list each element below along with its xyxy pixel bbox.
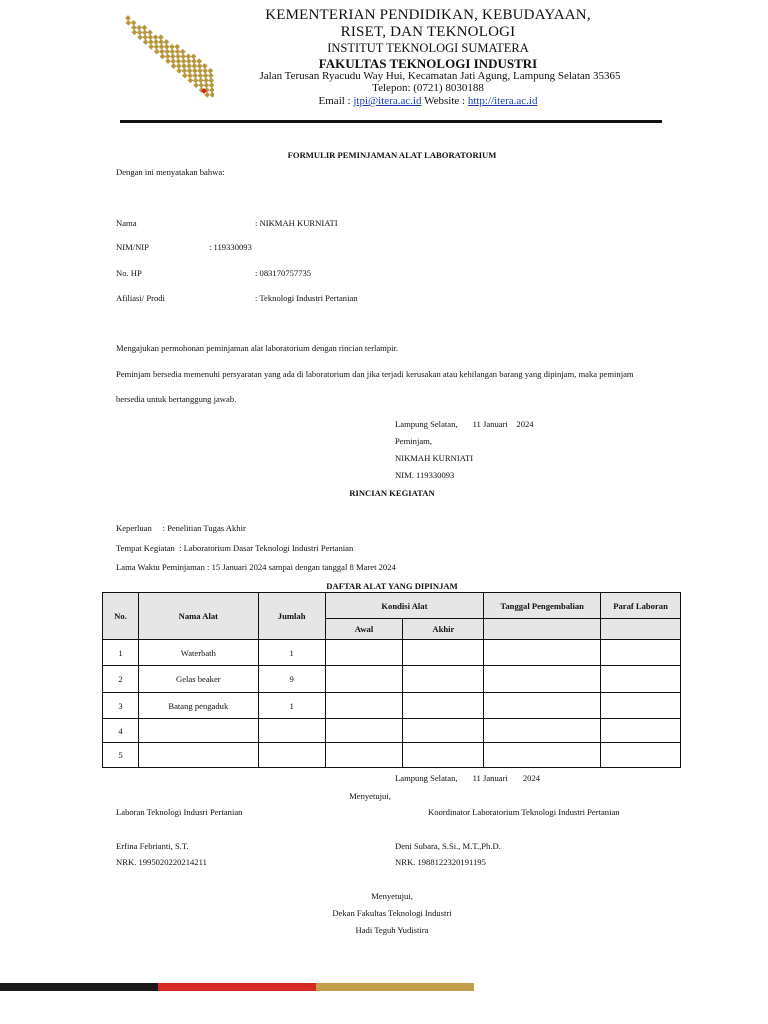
logo-dot: [153, 39, 159, 45]
cell-qty: 1: [258, 640, 325, 666]
logo-dot: [180, 49, 186, 55]
logo-dot: [159, 44, 165, 50]
logo-dot: [164, 49, 170, 55]
cell-name: Gelas beaker: [138, 666, 258, 693]
col-header-sign: Paraf Laboran: [601, 593, 681, 619]
cell-empty: [484, 719, 601, 743]
logo-dot: [174, 44, 180, 50]
logo-dot: [136, 25, 142, 31]
logo-dot: [142, 25, 148, 31]
col-header-qty: Jumlah: [258, 593, 325, 640]
request-paragraph: Mengajukan permohonan peminjaman alat laboratorium dengan rincian terlampir.: [116, 343, 399, 353]
footer-bar-gold: [316, 983, 474, 991]
activity-place: Tempat Kegiatan : Laboratorium Dasar Teknologi Industri Pertanian: [116, 543, 354, 553]
lab-assistant-id: NRK. 1995020220214211: [116, 857, 207, 867]
logo-dot: [125, 15, 131, 21]
cell-qty: 9: [258, 666, 325, 693]
logo-dot: [196, 58, 202, 64]
logo-dot: [209, 87, 214, 93]
logo-dot: [159, 49, 165, 55]
lab-assistant-role: Laboran Teknologi Indusri Pertanian: [116, 807, 243, 817]
field-label: NIM/NIP: [116, 242, 149, 252]
logo-dot: [164, 39, 170, 45]
logo-dot: [203, 73, 209, 79]
logo-dot: [170, 49, 176, 55]
cell-empty: [601, 693, 681, 719]
logo-dot: [175, 54, 181, 60]
col-header-return-date: Tanggal Pengembalian: [484, 593, 601, 619]
itera-logo: [122, 12, 214, 98]
field-value: : Teknologi Industri Pertanian: [255, 293, 358, 303]
table-row: [103, 743, 681, 768]
logo-dot: [147, 30, 153, 36]
footer-bar-black: [0, 983, 158, 991]
approval-label: Menyetujui,: [349, 791, 391, 801]
logo-dot: [193, 82, 199, 88]
table-row: [103, 666, 681, 693]
dean-role: Dekan Fakultas Teknologi Industri: [332, 908, 452, 918]
cell-qty: 1: [258, 693, 325, 719]
logo-dot: [204, 82, 210, 88]
logo-dot: [202, 63, 208, 69]
cell-name: [138, 743, 258, 768]
logo-dot: [208, 73, 214, 79]
cell-empty: [484, 693, 601, 719]
logo-dot: [170, 58, 176, 64]
responsibility-paragraph-line2: bersedia untuk bertanggung jawab.: [116, 394, 237, 404]
table-header-row: [103, 593, 681, 619]
cell-qty: [258, 719, 325, 743]
logo-dot: [210, 92, 214, 98]
cell-empty: [325, 666, 403, 693]
field-label: Nama: [116, 218, 137, 228]
logo-dot: [182, 73, 188, 79]
coordinator-name: Deni Subara, S.Si., M.T.,Ph.D.: [395, 841, 501, 851]
logo-dot: [198, 78, 204, 84]
logo-dot: [182, 68, 188, 74]
logo-dot: [180, 54, 186, 60]
logo-dot: [186, 54, 192, 60]
col-header-condition-end: Akhir: [403, 619, 484, 640]
logo-dot: [186, 58, 192, 64]
logo-dot: [165, 54, 171, 60]
cell-empty: [403, 743, 484, 768]
cell-empty: [484, 640, 601, 666]
header-ministry-line2: RISET, DAN TEKNOLOGI: [340, 24, 516, 40]
logo-dot: [181, 58, 187, 64]
form-title: FORMULIR PEMINJAMAN ALAT LABORATORIUM: [287, 150, 497, 160]
logo-dot: [197, 63, 203, 69]
logo-dot: [176, 63, 182, 69]
borrower-place-date: Lampung Selatan, 11 Januari 2024: [395, 419, 534, 429]
logo-dot: [204, 92, 210, 98]
activity-purpose: Keperluan : Penelitian Tugas Akhir: [116, 523, 246, 533]
header-contact: [319, 95, 538, 107]
cell-empty: [325, 719, 403, 743]
logo-dot: [148, 44, 154, 50]
cell-no: 3: [103, 693, 139, 719]
cell-empty: [325, 693, 403, 719]
approval-place-date: Lampung Selatan, 11 Januari 2024: [395, 773, 541, 783]
logo-dot: [164, 44, 170, 50]
col-header-blank: [601, 619, 681, 640]
logo-dot: [158, 34, 164, 40]
logo-dot: [203, 78, 209, 84]
logo-dot: [154, 49, 160, 55]
borrower-role: Peminjam,: [395, 436, 432, 446]
logo-dot: [148, 39, 154, 45]
logo-dot: [126, 20, 132, 26]
cell-no: 5: [103, 743, 139, 768]
logo-dot: [176, 68, 182, 74]
header-institute: INSTITUT TEKNOLOGI SUMATERA: [327, 41, 529, 55]
logo-dot: [208, 78, 214, 84]
table-row: [103, 640, 681, 666]
dean-name: Hadi Teguh Yudistira: [355, 925, 429, 935]
field-label: No. HP: [116, 268, 142, 278]
logo-dot: [142, 30, 148, 36]
col-header-blank: [484, 619, 601, 640]
dean-approval-label: Menyetujui,: [371, 891, 413, 901]
logo-dot: [143, 39, 149, 45]
cell-no: 2: [103, 666, 139, 693]
header-divider: [120, 120, 662, 123]
logo-dot: [132, 30, 138, 36]
cell-empty: [601, 640, 681, 666]
cell-empty: [484, 743, 601, 768]
logo-dot: [165, 58, 171, 64]
logo-dot: [186, 63, 192, 69]
logo-dot: [192, 63, 198, 69]
logo-dot: [153, 34, 159, 40]
field-label: Afiliasi/ Prodi: [116, 293, 165, 303]
col-header-condition: Kondisi Alat: [325, 593, 484, 619]
cell-no: 1: [103, 640, 139, 666]
cell-name: [138, 719, 258, 743]
logo-dot: [187, 68, 193, 74]
field-value: : 119330093: [209, 242, 252, 252]
header-address: Jalan Terusan Ryacudu Way Hui, Kecamatan Jati Agung, Lampung Selatan 35365: [259, 70, 621, 82]
logo-dot: [181, 63, 187, 69]
logo-dot: [171, 63, 177, 69]
cell-empty: [601, 743, 681, 768]
logo-dot: [137, 30, 143, 36]
col-header-no: No.: [103, 593, 139, 640]
logo-dot: [192, 73, 198, 79]
table-row: [103, 719, 681, 743]
activity-duration: Lama Waktu Peminjaman : 15 Januari 2024 sampai dengan tanggal 8 Maret 2024: [116, 562, 396, 572]
logo-dot: [209, 82, 214, 88]
borrower-nim: NIM. 119330093: [395, 470, 455, 480]
header-ministry-line1: KEMENTERIAN PENDIDIKAN, KEBUDAYAAN,: [265, 7, 591, 23]
cell-empty: [403, 693, 484, 719]
coordinator-id: NRK. 1988122320191195: [395, 857, 486, 867]
logo-dot: [208, 68, 214, 74]
cell-empty: [601, 719, 681, 743]
logo-dot: [131, 25, 137, 31]
responsibility-paragraph-line1: Peminjam bersedia memenuhi persyaratan yang ada di laboratorium dan jika terjadi kerusakan atau kehilangan barang yang dipinjam, maka peminjam: [116, 369, 634, 379]
logo-dot: [176, 58, 182, 64]
logo-dot: [148, 34, 154, 40]
logo-dot: [192, 68, 198, 74]
logo-dot: [193, 78, 199, 84]
logo-dot: [160, 54, 166, 60]
cell-empty: [403, 666, 484, 693]
col-header-condition-start: Awal: [325, 619, 403, 640]
website-label: Website :: [424, 95, 466, 107]
website-link[interactable]: http://itera.ac.id: [467, 95, 538, 107]
logo-dot: [131, 20, 137, 26]
header-phone: Telepon: (0721) 8030188: [372, 82, 484, 94]
activity-title: RINCIAN KEGIATAN: [349, 488, 435, 498]
logo-dot: [158, 39, 164, 45]
logo-dot: [170, 54, 176, 60]
coordinator-role: Koordinator Laboratorium Teknologi Industri Pertanian: [428, 807, 620, 817]
field-value: : 083170757735: [255, 268, 312, 278]
logo-dot: [202, 68, 208, 74]
borrower-name: NIKMAH KURNIATI: [395, 453, 474, 463]
logo-dot: [175, 49, 181, 55]
header-faculty: FAKULTAS TEKNOLOGI INDUSTRI: [318, 56, 538, 71]
cell-empty: [325, 743, 403, 768]
cell-no: 4: [103, 719, 139, 743]
logo-dot: [197, 68, 203, 74]
table-row: [103, 693, 681, 719]
cell-empty: [403, 640, 484, 666]
logo-dot: [188, 78, 194, 84]
col-header-name: Nama Alat: [138, 593, 258, 640]
cell-empty: [325, 640, 403, 666]
logo-dot: [137, 34, 143, 40]
email-label: Email :: [318, 95, 351, 107]
cell-name: Waterbath: [138, 640, 258, 666]
items-table-title: DAFTAR ALAT YANG DIPINJAM: [326, 581, 458, 591]
logo-dot: [191, 54, 197, 60]
logo-dot: [154, 44, 160, 50]
cell-qty: [258, 743, 325, 768]
cell-empty: [601, 666, 681, 693]
logo-dot: [191, 58, 197, 64]
cell-empty: [484, 666, 601, 693]
logo-dot: [142, 34, 148, 40]
form-intro: Dengan ini menyatakan bahwa:: [116, 167, 225, 177]
logo-dot: [187, 73, 193, 79]
footer-bar-red: [158, 983, 316, 991]
email-link[interactable]: jtpi@itera.ac.id: [353, 95, 422, 107]
logo-dot: [198, 82, 204, 88]
field-value: : NIKMAH KURNIATI: [255, 218, 338, 228]
lab-assistant-name: Erfina Febrianti, S.T.: [116, 841, 189, 851]
logo-dot: [169, 44, 175, 50]
items-table: [102, 592, 681, 768]
cell-empty: [403, 719, 484, 743]
cell-name: Batang pengaduk: [138, 693, 258, 719]
logo-dot: [198, 73, 204, 79]
